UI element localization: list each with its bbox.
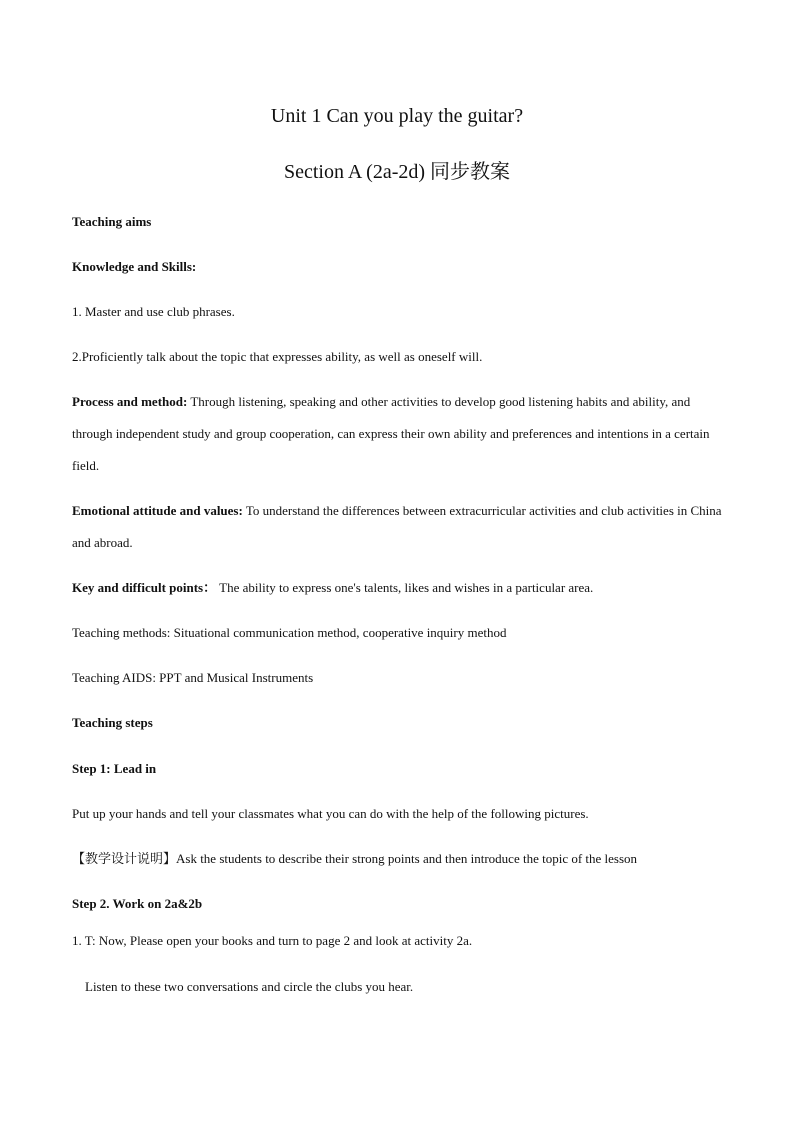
emotional-attitude-label: Emotional attitude and values: (72, 503, 243, 518)
emotional-attitude-text: To understand the differences between extracurricular activities and club activities in China and abroad. (72, 503, 722, 550)
teaching-methods: Teaching methods: Situational communication method, cooperative inquiry method (72, 625, 507, 640)
document-subtitle: Section A (2a-2d) 同步教案 (283, 161, 511, 183)
process-method-paragraph (72, 386, 722, 482)
skill-item-1: 1. Master and use club phrases. (72, 304, 235, 319)
document-title: Unit 1 Can you play the guitar? (270, 105, 524, 127)
knowledge-skills-heading: Knowledge and Skills: (72, 259, 197, 274)
teaching-aids: Teaching AIDS: PPT and Musical Instruments (72, 670, 314, 685)
skill-item-2: 2.Proficiently talk about the topic that expresses ability, as well as oneself will. (72, 349, 483, 364)
step-2-heading: Step 2. Work on 2a&2b (72, 896, 203, 911)
key-points-paragraph (72, 572, 722, 604)
key-points-label: Key and difficult points： (72, 580, 217, 595)
step-2-text-1: 1. T: Now, Please open your books and turn to page 2 and look at activity 2a. (72, 933, 473, 948)
step-2-text-2: Listen to these two conversations and circle the clubs you hear. (72, 979, 414, 994)
step-1-heading: Step 1: Lead in (72, 761, 157, 776)
emotional-attitude-paragraph (72, 495, 722, 559)
process-method-text: Through listening, speaking and other activities to develop good listening habits and ability, and through independent study and group cooperation, can express their own ability and preferences and intentions in a certain field. (72, 394, 710, 473)
key-points-text: The ability to express one's talents, likes and wishes in a particular area. (216, 580, 594, 595)
teaching-aims-heading: Teaching aims (72, 214, 152, 229)
step-1-text: Put up your hands and tell your classmates what you can do with the help of the following pictures. (72, 806, 589, 821)
teaching-steps-heading: Teaching steps (72, 715, 153, 730)
process-method-label: Process and method: (72, 394, 188, 409)
design-note: 【教学设计说明】Ask the students to describe their strong points and then introduce the topic of the lesson (72, 851, 638, 866)
